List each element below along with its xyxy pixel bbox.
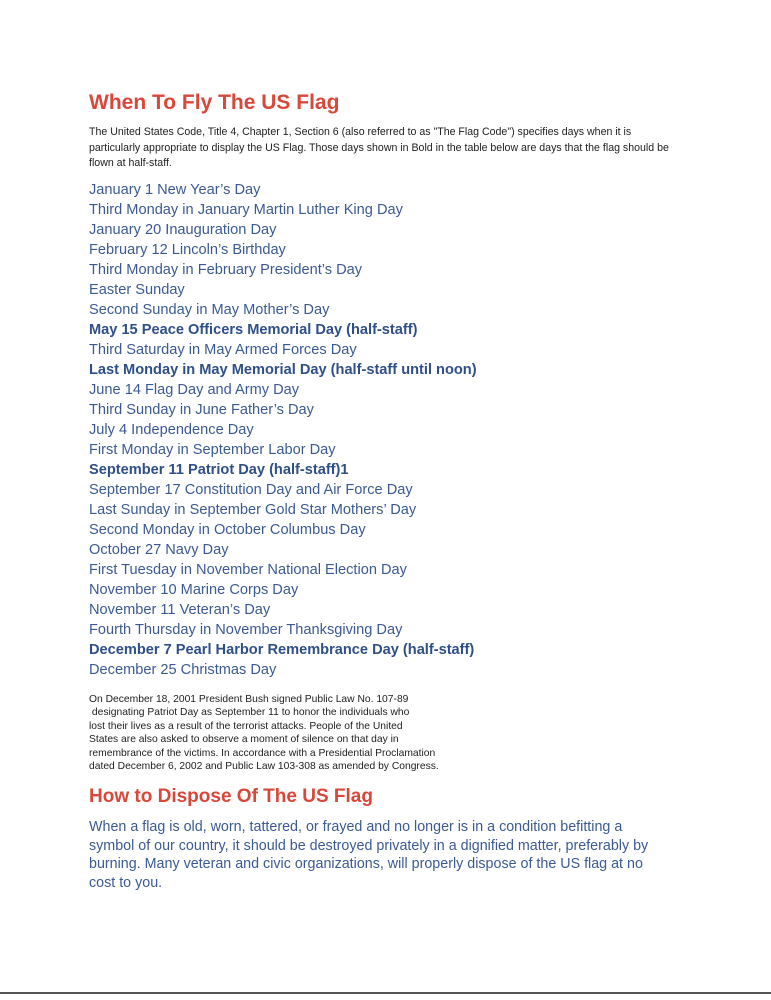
list-item: Third Sunday in June Father’s Day: [89, 402, 314, 418]
list-item: Third Monday in January Martin Luther King Day: [89, 202, 403, 218]
list-item: December 25 Christmas Day: [89, 662, 277, 678]
list-item: Last Monday in May Memorial Day (half-staff until noon): [89, 362, 477, 378]
list-item: Fourth Thursday in November Thanksgiving Day: [89, 622, 403, 638]
list-item: November 11 Veteran’s Day: [89, 602, 271, 618]
footnote-line: States are also asked to observe a moment of silence on that day in: [89, 734, 399, 746]
list-item: September 11 Patriot Day (half-staff)1: [89, 462, 349, 478]
scan-edge-divider: [0, 992, 771, 994]
list-item: December 7 Pearl Harbor Remembrance Day (half-staff): [89, 642, 475, 658]
list-item: First Monday in September Labor Day: [89, 442, 336, 458]
list-item: May 15 Peace Officers Memorial Day (half-staff): [89, 322, 418, 338]
list-item: Third Saturday in May Armed Forces Day: [89, 342, 357, 358]
list-item: First Tuesday in November National Election Day: [89, 562, 407, 578]
list-item: June 14 Flag Day and Army Day: [89, 382, 300, 398]
footnote-line: On December 18, 2001 President Bush signed Public Law No. 107-89: [89, 694, 409, 705]
patriot-day-footnote: [89, 693, 489, 773]
list-item: February 12 Lincoln’s Birthday: [89, 242, 286, 258]
footnote-line: lost their lives as a result of the terrorist attacks. People of the United: [89, 720, 403, 732]
flag-days-list: [89, 180, 709, 680]
page-title: When To Fly The US Flag: [89, 91, 340, 114]
list-item: January 1 New Year’s Day: [89, 182, 261, 198]
intro-paragraph: The United States Code, Title 4, Chapter 1, Section 6 (also referred to as "The Flag Code") specifies days when it is particularly appropriate to display the US Flag. Those days shown in Bold in the table below are days that the flag should be flown at half-staff.: [89, 126, 669, 169]
footnote-line: dated December 6, 2002 and Public Law 103-308 as amended by Congress.: [89, 761, 439, 773]
dispose-heading: How to Dispose Of The US Flag: [89, 786, 373, 807]
footnote-line: designating Patriot Day as September 11 to honor the individuals who: [89, 707, 410, 719]
list-item: July 4 Independence Day: [89, 422, 254, 438]
list-item: Second Monday in October Columbus Day: [89, 522, 366, 538]
list-item: Second Sunday in May Mother’s Day: [89, 302, 330, 318]
dispose-paragraph: When a flag is old, worn, tattered, or frayed and no longer is in a condition befitting a symbol of our country, it should be destroyed privately in a dignified matter, preferably by burning. Many veteran and civic organizations, will properly dispose of the US flag at no cost to you.: [89, 819, 649, 891]
list-item: January 20 Inauguration Day: [89, 222, 277, 238]
list-item: Easter Sunday: [89, 282, 185, 298]
list-item: November 10 Marine Corps Day: [89, 582, 299, 598]
list-item: Last Sunday in September Gold Star Mothers’ Day: [89, 502, 417, 518]
footnote-line: remembrance of the victims. In accordance with a Presidential Proclamation: [89, 747, 436, 759]
list-item: October 27 Navy Day: [89, 542, 229, 558]
list-item: September 17 Constitution Day and Air Force Day: [89, 482, 413, 498]
list-item: Third Monday in February President’s Day: [89, 262, 363, 278]
